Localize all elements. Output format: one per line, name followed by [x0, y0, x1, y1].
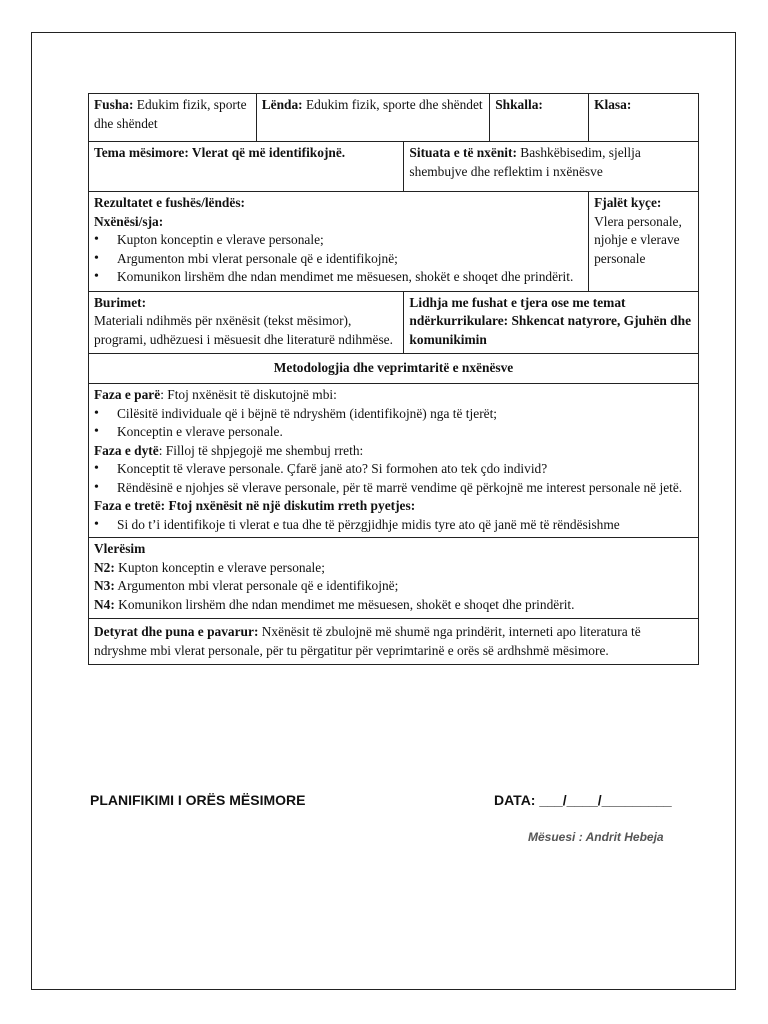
burimet-cell	[89, 291, 404, 354]
rezultatet-list	[94, 231, 583, 287]
vleresim-level: N3:	[94, 578, 115, 593]
faza2-label: Faza e dytë	[94, 442, 159, 458]
list-item: • Konceptin e vlerave personale.	[94, 423, 693, 442]
teacher-signature: Mësuesi : Andrit Hebeja	[528, 830, 664, 844]
situata-label: Situata e të nxënit:	[409, 145, 517, 160]
vleresim-text: Kupton konceptin e vlerave personale;	[114, 559, 325, 575]
list-item: • Si do t’i identifikoje ti vlerat e tua dhe të përzgjidhje midis tyre ato që janë më të rëndësishme	[94, 516, 693, 535]
detyrat-label: Detyrat dhe puna e pavarur:	[94, 624, 259, 639]
tema-row	[89, 142, 699, 192]
list-item: • Rëndësinë e njohjes së vlerave personale, për të marrë vendime që përkojnë me interest personale në jetë.	[94, 479, 693, 498]
rezultatet-row	[89, 192, 699, 292]
vleresim-label: Vlerësim	[94, 541, 146, 556]
fjalet-value: Vlera personale, njohje e vlerave personale	[594, 213, 682, 266]
rezultatet-subheading: Nxënësi/sja:	[94, 213, 164, 229]
faza1-intro	[94, 386, 693, 405]
header-row	[89, 94, 699, 142]
situata-value: Bashkëbisedim, sjellja shembujve dhe reflektim i nxënësve	[409, 145, 641, 179]
detyrat-cell	[89, 619, 699, 665]
rezultatet-heading: Rezultatet e fushës/lëndës:	[94, 195, 245, 210]
vleresim-item	[94, 559, 693, 578]
faza-cell	[89, 384, 699, 538]
fusha-cell	[89, 94, 257, 142]
faza3-label: Faza e tretë: Ftoj nxënësit në një diskutim rreth pyetjes:	[94, 498, 416, 513]
lenda-cell	[256, 94, 490, 142]
faza2-list	[94, 460, 693, 497]
vleresim-item	[94, 577, 693, 596]
vleresim-text: Argumenton mbi vlerat personale që e identifikojnë;	[114, 578, 399, 593]
faza2-text: : Filloj të shpjegojë me shembuj rreth:	[158, 442, 364, 458]
burimet-label: Burimet:	[94, 294, 147, 310]
fusha-value: Edukim fizik, sporte dhe shëndet	[94, 97, 247, 131]
faza1-text: : Ftoj nxënësit të diskutojnë mbi:	[160, 387, 337, 402]
lidhja-cell: Lidhja me fushat e tjera ose me temat ndërkurrikulare: Shkencat natyrore, Gjuhën dhe komunikimin	[404, 291, 699, 354]
lenda-value: Edukim fizik, sporte dhe shëndet	[302, 97, 483, 112]
fusha-label: Fusha:	[94, 97, 134, 112]
list-item: • Konceptit të vlerave personale. Çfarë janë ato? Si formohen ato tek çdo individ?	[94, 460, 693, 479]
metodologjia-title: Metodologjia dhe veprimtaritë e nxënësve	[89, 354, 699, 384]
list-item: • Komunikon lirshëm dhe ndan mendimet me mësuesen, shokët e shoqet dhe prindërit.	[94, 268, 583, 287]
shkalla-cell: Shkalla:	[490, 94, 589, 142]
vleresim-row	[89, 538, 699, 619]
tema-cell: Tema mësimore: Vlerat që më identifikojnë.	[89, 142, 404, 192]
lesson-plan-table	[88, 93, 699, 665]
lenda-label: Lënda:	[261, 97, 303, 112]
faza1-list	[94, 405, 693, 442]
list-item: • Argumenton mbi vlerat personale që e identifikojnë;	[94, 250, 583, 269]
burimet-value: Materiali ndihmës për nxënësit (tekst mësimor), programi, udhëzuesi i mësuesit dhe literaturë ndihmëse.	[94, 313, 393, 347]
situata-cell	[404, 142, 699, 192]
detyrat-row	[89, 619, 699, 665]
list-item: • Cilësitë individuale që i bëjnë të ndryshëm (identifikojnë) nga të tjerët;	[94, 405, 693, 424]
faza-row	[89, 384, 699, 538]
fjalet-label: Fjalët kyçe:	[594, 195, 662, 210]
burimet-row	[89, 291, 699, 354]
metodologjia-row	[89, 354, 699, 384]
rezultatet-cell	[89, 192, 589, 292]
vleresim-text: Komunikon lirshëm dhe ndan mendimet me mësuesen, shokët e shoqet dhe prindërit.	[114, 596, 575, 612]
klasa-cell: Klasa:	[589, 94, 699, 142]
list-item: • Kupton konceptin e vlerave personale;	[94, 231, 583, 250]
date-field: DATA: ___/____/_________	[494, 792, 672, 808]
footer-title: PLANIFIKIMI I ORËS MËSIMORE	[90, 792, 306, 808]
fjalet-cell	[589, 192, 699, 292]
vleresim-item	[94, 596, 693, 615]
vleresim-cell	[89, 538, 699, 619]
vleresim-level: N4:	[94, 596, 115, 612]
faza2-intro	[94, 442, 693, 461]
faza1-label: Faza e parë	[94, 387, 161, 402]
faza3-list	[94, 516, 693, 535]
vleresim-level: N2:	[94, 559, 115, 575]
detyrat-value: Nxënësit të zbulojnë më shumë nga prindërit, interneti apo literatura të ndryshme mbi vlerat personale, për tu përgatitur për veprimtarinë e orës së ardhshmë mësimore.	[94, 624, 641, 658]
footer	[90, 792, 690, 808]
